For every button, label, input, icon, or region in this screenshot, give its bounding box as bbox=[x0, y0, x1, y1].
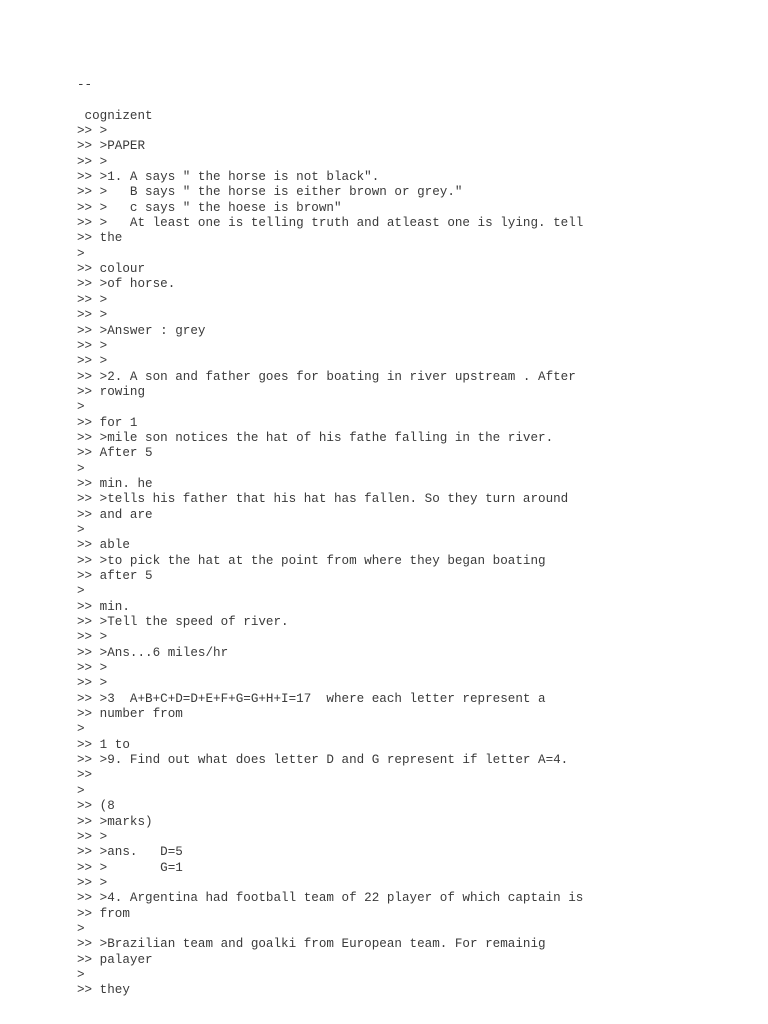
text-line: >> >to pick the hat at the point from where they began boating bbox=[77, 553, 546, 568]
text-line: > bbox=[77, 722, 85, 737]
text-line: >> for 1 bbox=[77, 415, 138, 430]
text-line: > bbox=[77, 967, 85, 982]
text-line: >> > bbox=[77, 676, 108, 691]
text-line: >> >mile son notices the hat of his fathe falling in the river. bbox=[77, 430, 554, 445]
text-line: >> > bbox=[77, 308, 108, 323]
text-line: -- bbox=[77, 78, 93, 92]
text-line: >> palayer bbox=[77, 952, 153, 967]
text-line: >> > bbox=[77, 354, 108, 369]
text-line: >> >4. Argentina had football team of 22 player of which captain is bbox=[77, 891, 584, 906]
text-line: >> >Answer : grey bbox=[77, 323, 206, 338]
text-line: >> >PAPER bbox=[77, 139, 146, 154]
email-text-body bbox=[77, 78, 583, 999]
text-line: >> > bbox=[77, 124, 108, 139]
text-line: >> > At least one is telling truth and atleast one is lying. tell bbox=[77, 216, 584, 231]
text-line: > bbox=[77, 400, 85, 415]
text-line: >> after 5 bbox=[77, 569, 153, 583]
text-line: > bbox=[77, 783, 85, 798]
text-line: >> >tells his father that his hat has fallen. So they turn around bbox=[77, 492, 569, 507]
text-line: >> rowing bbox=[77, 384, 146, 399]
text-line: >> >1. A says " the horse is not black". bbox=[77, 170, 380, 185]
text-line: >> bbox=[77, 768, 93, 783]
text-line: cognizent bbox=[77, 108, 153, 123]
text-line: > bbox=[77, 461, 85, 476]
text-line: >> After 5 bbox=[77, 446, 153, 461]
text-line: >> > bbox=[77, 292, 108, 307]
text-line: >> >marks) bbox=[77, 814, 153, 829]
text-line: >> colour bbox=[77, 262, 146, 277]
text-line: >> and are bbox=[77, 507, 153, 522]
text-line: >> >3 A+B+C+D=D+E+F+G=G+H+I=17 where each letter represent a bbox=[77, 691, 546, 706]
text-line: >> >ans. D=5 bbox=[77, 845, 183, 860]
text-line: > bbox=[77, 246, 85, 261]
text-line: >> > bbox=[77, 630, 108, 645]
text-line: >> the bbox=[77, 231, 123, 246]
text-line bbox=[77, 93, 583, 108]
text-line: >> from bbox=[77, 906, 130, 921]
text-line: >> > c says " the hoese is brown" bbox=[77, 200, 342, 215]
text-line: >> > bbox=[77, 154, 108, 169]
text-line: >> number from bbox=[77, 707, 183, 722]
text-line: >> >9. Find out what does letter D and G represent if letter A=4. bbox=[77, 753, 569, 768]
text-line: >> able bbox=[77, 538, 130, 553]
text-line: >> min. he bbox=[77, 476, 153, 491]
text-line: >> min. bbox=[77, 599, 130, 614]
text-line: >> > G=1 bbox=[77, 860, 183, 875]
text-line: >> (8 bbox=[77, 799, 115, 814]
text-line: >> > bbox=[77, 829, 108, 844]
text-line: >> >Brazilian team and goalki from European team. For remainig bbox=[77, 937, 546, 952]
text-line: > bbox=[77, 584, 85, 599]
text-line: >> > bbox=[77, 661, 108, 676]
text-line: > bbox=[77, 522, 85, 537]
text-line: >> >2. A son and father goes for boating in river upstream . After bbox=[77, 369, 576, 384]
text-line: >> >Tell the speed of river. bbox=[77, 615, 289, 630]
text-line: >> > bbox=[77, 338, 108, 353]
text-line: >> they bbox=[77, 983, 130, 998]
text-line: >> >of horse. bbox=[77, 277, 176, 292]
text-line: >> > B says " the horse is either brown or grey." bbox=[77, 185, 463, 200]
text-line: >> > bbox=[77, 875, 108, 890]
text-line: >> >Ans...6 miles/hr bbox=[77, 645, 229, 660]
text-line: > bbox=[77, 921, 85, 936]
text-line: >> 1 to bbox=[77, 737, 130, 752]
